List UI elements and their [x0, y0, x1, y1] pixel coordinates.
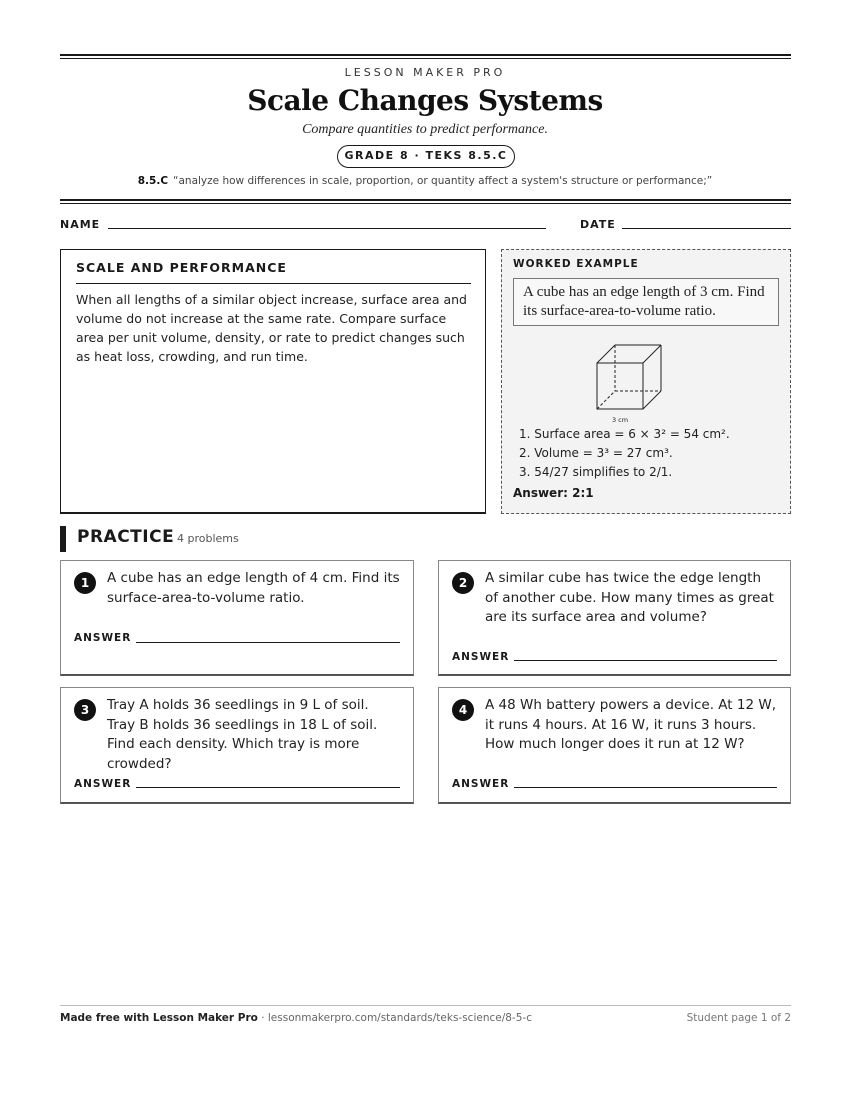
answer-label: ANSWER [74, 632, 132, 644]
standard-text: “analyze how differences in scale, proportion, or quantity affect a system's structure or performance;” [173, 175, 713, 187]
answer-field[interactable] [514, 660, 777, 661]
footer-made-with: Made free with Lesson Maker Pro [60, 1012, 258, 1024]
footer-separator: · [257, 1012, 268, 1024]
problem-card [438, 687, 791, 804]
cube-edge-label: 3 cm [611, 416, 629, 424]
date-field[interactable] [622, 228, 791, 229]
cube-hidden-edge [597, 391, 615, 409]
answer-field[interactable] [514, 787, 777, 788]
standard-statement [0, 175, 850, 187]
problem-text: Tray A holds 36 seedlings in 9 L of soil. Tray B holds 36 seedlings in 18 L of soil. Find each density. Which tray is more crowded? [107, 697, 378, 772]
practice-title: PRACTICE [77, 527, 175, 547]
problem-card [60, 560, 414, 676]
practice-accent-bar [60, 526, 66, 552]
cube-front-face [597, 363, 643, 409]
concept-body: When all lengths of a similar object increase, surface area and volume do not increase at the same rate. Compare surface area per unit volume, density, or rate to predict changes such as heat loss, crowding, and run time. [76, 292, 467, 364]
worked-example-step: 3. 54/27 simplifies to 2/1. [519, 465, 673, 479]
problem-text: A 48 Wh battery powers a device. At 12 W, it runs 4 hours. At 16 W, it runs 3 hours. How much longer does it run at 12 W? [485, 697, 776, 752]
footer-credit [60, 1012, 532, 1024]
footer-rule [60, 1005, 791, 1006]
grade-badge: GRADE 8 · TEKS 8.5.C [337, 145, 515, 168]
problem-text: A cube has an edge length of 4 cm. Find its surface-area-to-volume ratio. [107, 570, 400, 606]
problem-number: 3 [74, 699, 96, 721]
standard-code: 8.5.C [137, 175, 169, 187]
concept-box [60, 249, 486, 514]
problem-text: A similar cube has twice the edge length of another cube. How many times as great are its surface area and volume? [485, 570, 774, 625]
answer-label: ANSWER [452, 778, 510, 790]
top-double-rule [60, 54, 791, 59]
answer-field[interactable] [136, 642, 400, 643]
name-field[interactable] [108, 228, 546, 229]
problem-number: 2 [452, 572, 474, 594]
worksheet-subtitle: Compare quantities to predict performance. [302, 122, 548, 137]
problem-card [438, 560, 791, 676]
footer-page-number: Student page 1 of 2 [686, 1012, 791, 1024]
date-label: DATE [580, 218, 616, 231]
cube-diagram [592, 343, 672, 425]
footer-url-link[interactable]: lessonmakerpro.com/standards/teks-science/8-5-c [267, 1012, 532, 1024]
worked-example-step: 2. Volume = 3³ = 27 cm³. [519, 446, 673, 460]
answer-label: ANSWER [452, 651, 510, 663]
worked-example-steps [519, 425, 730, 482]
problem-number: 1 [74, 572, 96, 594]
practice-count: 4 problems [177, 532, 239, 545]
cube-edge [597, 345, 615, 363]
worked-example-box [501, 249, 791, 514]
problem-card [60, 687, 414, 804]
answer-field[interactable] [136, 787, 400, 788]
problem-number: 4 [452, 699, 474, 721]
worked-example-heading: WORKED EXAMPLE [513, 258, 639, 270]
worked-example-step: 1. Surface area = 6 × 3² = 54 cm². [519, 427, 730, 441]
concept-heading: SCALE AND PERFORMANCE [76, 260, 471, 284]
header-double-rule [60, 199, 791, 204]
name-label: NAME [60, 218, 101, 231]
worked-example-question: A cube has an edge length of 3 cm. Find its surface-area-to-volume ratio. [513, 278, 779, 326]
worksheet-title: Scale Changes Systems [247, 84, 603, 117]
cube-edge [643, 391, 661, 409]
brand-name: LESSON MAKER PRO [344, 66, 506, 79]
answer-label: ANSWER [74, 778, 132, 790]
worked-example-answer: Answer: 2:1 [513, 486, 594, 500]
cube-edge [643, 345, 661, 363]
